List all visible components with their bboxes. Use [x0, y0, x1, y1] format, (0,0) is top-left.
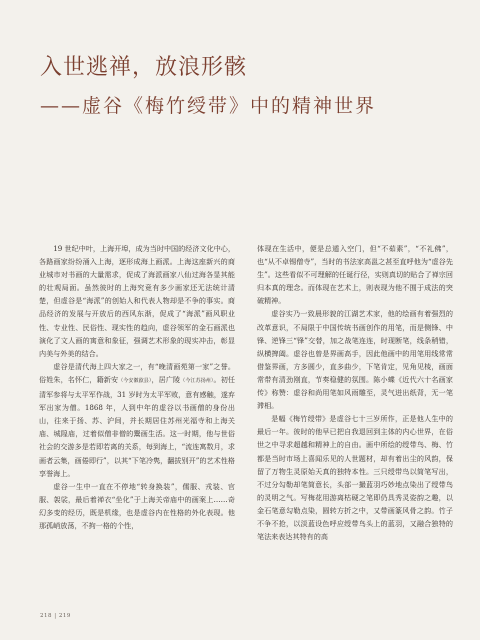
paragraph: [39, 360, 235, 480]
text-run: 。初任清军参将与太平军作战，31 岁时为太平军败，意有感触，遂弃军出家为僧。1868 年，人到中年的虚谷以书画僧的身份出山，往来于扬、苏、沪间，并长期居住苏州光福寺和上海关庙、城隍庙，过着似僧非僧的鬻画生活。这一时期，他与世俗社会的交游多是若即若离的关系，每到海上，“流连寓数月，求画者云集，画倦即行”，以其“下笔冷隽，翻拔别开”的艺术性格享誉海上。: [39, 374, 236, 478]
paragraph: 体现在生活中，便是总遁入空门，但“不茹素”，“不礼佛”，也“从不卓锡僧寺”，当时的书法家高邕之甚至直呼他为“虚谷先生”。这些看似不可理解的任诞行径，实则真切的贴合了禅宗回归本真的理念。而体现在艺术上，则表现为他不囿于成法的突破精神。: [257, 244, 453, 306]
text-run: 虚谷是清代海上四大家之一，有“晚清画苑第一家”之誉。俗姓朱，名怀仁，籍新安: [39, 361, 235, 384]
paragraph: 19 世纪中叶，上海开埠，成为当时中国的经济文化中心，各路画家纷纷涌入上海，逐形成海上画派。上海这座新兴的商业城市对书画的大量需求，促成了海派画家八仙过海各显其能的壮观局面。虽然彼时的上海究竟有多少画家还无法统计清楚，但虚谷是“海派”的创始人和代表人物却是不争的事实。商品经济的发展与开放后的西风东渐，促成了“海派”画风职业性、专业性、民俗性、现实性的趋向，虚谷领军的金石画派也演化了文人画的寓意和象征，强调艺术形象的现实冲击，彰显内美与外美的结合。: [39, 244, 235, 358]
left-column: [39, 242, 235, 532]
paragraph: 虚谷实乃一致晨形貌的江湖艺术家，他的绘画有着强烈的改革意识，不局限于中国传统书画创作的用笔，而是侧锋、中锋、逆锋三“锋”交替，加之战笔连连，时现断笔，线条稍错，纵横捭阖。虚谷也曾是界画高手，因此他画中的用笔用线常常借鉴界画，方多圆少，直多曲少，下笔肯定，见角见棱，画面常带有清劲刚直，节奏稳健的氛围。陈小蝶《近代六十名画家传》称赞：虚谷和尚用笔如风雨雕至，灵气迸出纸背，无一笔滞相。: [257, 309, 453, 411]
article-title: 入世逃禅，放浪形骸: [40, 55, 248, 80]
paragraph: 是幅《梅竹绶带》是虚谷七十三岁所作，正是他人生中的最后一年。彼时的他早已把自我退回到主体的内心世界，在俗世之中寻求超越和精神上的自由。画中所绘的绶带鸟、梅、竹都是当时市场上喜闻乐见的人世题材，却有着出尘的风韵，保留了万物生灵原始天真的独特本性。三只绶带鸟以简笔写出，不过分勾勒却笔简意长，头部一撮蓝羽巧妙地点染出了绶带鸟的灵明之气。写梅花用游离枯硬之笔即仍具秀灵姿韵之趣，以金石笔意勾勒点染，圆转方折之中，又带画篆风骨之韵。竹子不争不抢，以淡蓝设色呼应绶带鸟头上的蓝羽，又融合独特的笔法来表达其特有的高: [257, 414, 453, 542]
article-subtitle: ——虚谷《梅竹绶带》中的精神世界: [40, 95, 377, 117]
text-run: ，居广陵: [151, 374, 181, 384]
paragraph: 虚谷一生中一直在不停地“转身换装”，儒服、戎装、官服、袈裟，最后着禅衣“坐化”于上海关帝庙中的画案上……奇幻多变的经历，既是机缘，也是虚谷内在性格的外化表现。他那孤峭放荡，不拘一格的个性，: [39, 481, 235, 530]
annotation: （今江苏扬州）: [180, 377, 214, 384]
page-number: 218 | 219: [40, 613, 71, 619]
right-column: [257, 242, 453, 543]
annotation: （今安徽歙县）: [118, 377, 152, 384]
